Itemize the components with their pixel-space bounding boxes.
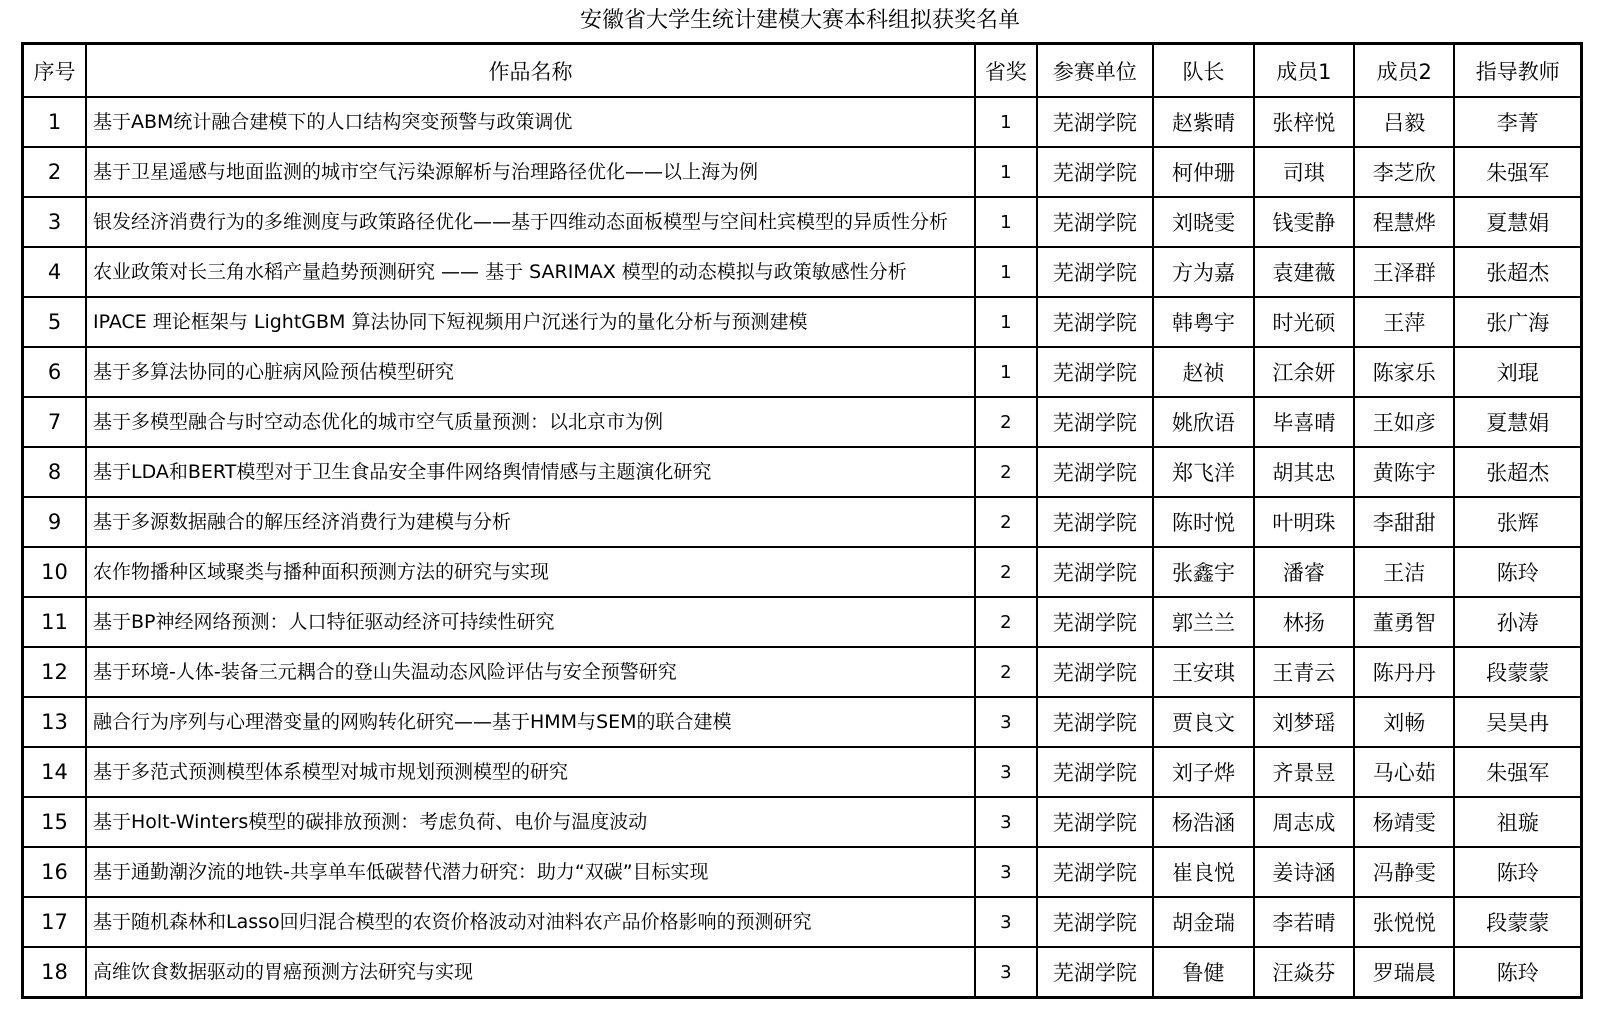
cell-name: 基于多源数据融合的解压经济消费行为建模与分析 — [86, 497, 975, 547]
cell-leader: 柯仲珊 — [1153, 147, 1253, 197]
cell-no: 12 — [23, 647, 87, 697]
cell-teacher: 张广海 — [1454, 297, 1581, 347]
table-row — [23, 947, 1582, 998]
cell-leader: 陈时悦 — [1153, 497, 1253, 547]
table-row — [23, 347, 1582, 397]
cell-no: 7 — [23, 397, 87, 447]
cell-name: 基于通勤潮汐流的地铁-共享单车低碳替代潜力研究：助力“双碳”目标实现 — [86, 847, 975, 897]
cell-member2: 马心茹 — [1354, 747, 1454, 797]
cell-leader: 胡金瑞 — [1153, 897, 1253, 947]
cell-prize: 1 — [975, 297, 1036, 347]
cell-member1: 李若晴 — [1254, 897, 1354, 947]
cell-unit: 芜湖学院 — [1037, 747, 1154, 797]
cell-prize: 2 — [975, 547, 1036, 597]
cell-member1: 潘睿 — [1254, 547, 1354, 597]
cell-member1: 袁建薇 — [1254, 247, 1354, 297]
cell-leader: 刘晓雯 — [1153, 197, 1253, 247]
table-row — [23, 97, 1582, 147]
cell-no: 17 — [23, 897, 87, 947]
cell-prize: 3 — [975, 747, 1036, 797]
cell-teacher: 祖璇 — [1454, 797, 1581, 847]
cell-prize: 2 — [975, 647, 1036, 697]
cell-no: 9 — [23, 497, 87, 547]
cell-name: 基于环境-人体-装备三元耦合的登山失温动态风险评估与安全预警研究 — [86, 647, 975, 697]
cell-prize: 3 — [975, 697, 1036, 747]
header-unit: 参赛单位 — [1037, 44, 1154, 98]
cell-member2: 王洁 — [1354, 547, 1454, 597]
cell-leader: 崔良悦 — [1153, 847, 1253, 897]
cell-member1: 时光硕 — [1254, 297, 1354, 347]
table-row — [23, 397, 1582, 447]
cell-no: 3 — [23, 197, 87, 247]
cell-member2: 王萍 — [1354, 297, 1454, 347]
cell-teacher: 张超杰 — [1454, 247, 1581, 297]
cell-no: 8 — [23, 447, 87, 497]
table-row — [23, 597, 1582, 647]
header-no: 序号 — [23, 44, 87, 98]
cell-teacher: 段蒙蒙 — [1454, 647, 1581, 697]
cell-leader: 张鑫宇 — [1153, 547, 1253, 597]
cell-leader: 方为嘉 — [1153, 247, 1253, 297]
cell-name: 融合行为序列与心理潜变量的网购转化研究——基于HMM与SEM的联合建模 — [86, 697, 975, 747]
cell-no: 14 — [23, 747, 87, 797]
cell-unit: 芜湖学院 — [1037, 197, 1154, 247]
cell-no: 10 — [23, 547, 87, 597]
cell-prize: 1 — [975, 197, 1036, 247]
cell-teacher: 张辉 — [1454, 497, 1581, 547]
cell-no: 2 — [23, 147, 87, 197]
cell-prize: 3 — [975, 897, 1036, 947]
cell-unit: 芜湖学院 — [1037, 347, 1154, 397]
header-member1: 成员1 — [1254, 44, 1354, 98]
cell-member1: 周志成 — [1254, 797, 1354, 847]
cell-teacher: 段蒙蒙 — [1454, 897, 1581, 947]
cell-leader: 王安琪 — [1153, 647, 1253, 697]
cell-unit: 芜湖学院 — [1037, 397, 1154, 447]
cell-member2: 黄陈宇 — [1354, 447, 1454, 497]
cell-teacher: 朱强军 — [1454, 147, 1581, 197]
page-title: 安徽省大学生统计建模大赛本科组拟获奖名单 — [579, 8, 1020, 33]
cell-unit: 芜湖学院 — [1037, 447, 1154, 497]
cell-member1: 毕喜晴 — [1254, 397, 1354, 447]
cell-no: 16 — [23, 847, 87, 897]
table-row — [23, 747, 1582, 797]
cell-prize: 1 — [975, 247, 1036, 297]
table-row — [23, 297, 1582, 347]
cell-leader: 赵祯 — [1153, 347, 1253, 397]
cell-teacher: 陈玲 — [1454, 947, 1581, 998]
cell-prize: 1 — [975, 347, 1036, 397]
cell-name: 高维饮食数据驱动的胃癌预测方法研究与实现 — [86, 947, 975, 998]
cell-name: 基于卫星遥感与地面监测的城市空气污染源解析与治理路径优化——以上海为例 — [86, 147, 975, 197]
cell-member2: 董勇智 — [1354, 597, 1454, 647]
cell-member1: 司琪 — [1254, 147, 1354, 197]
cell-member1: 刘梦瑶 — [1254, 697, 1354, 747]
cell-leader: 鲁健 — [1153, 947, 1253, 998]
cell-member1: 胡其忠 — [1254, 447, 1354, 497]
table-row — [23, 247, 1582, 297]
cell-unit: 芜湖学院 — [1037, 247, 1154, 297]
cell-name: 基于LDA和BERT模型对于卫生食品安全事件网络舆情情感与主题演化研究 — [86, 447, 975, 497]
cell-unit: 芜湖学院 — [1037, 497, 1154, 547]
cell-name: 基于多算法协同的心脏病风险预估模型研究 — [86, 347, 975, 397]
cell-member1: 张梓悦 — [1254, 97, 1354, 147]
cell-member2: 陈丹丹 — [1354, 647, 1454, 697]
cell-member1: 王青云 — [1254, 647, 1354, 697]
cell-member1: 叶明珠 — [1254, 497, 1354, 547]
cell-member2: 杨靖雯 — [1354, 797, 1454, 847]
cell-member1: 林扬 — [1254, 597, 1354, 647]
cell-member2: 冯静雯 — [1354, 847, 1454, 897]
header-row — [23, 44, 1582, 98]
cell-no: 4 — [23, 247, 87, 297]
cell-member2: 李甜甜 — [1354, 497, 1454, 547]
cell-no: 18 — [23, 947, 87, 998]
table-row — [23, 447, 1582, 497]
table-row — [23, 847, 1582, 897]
cell-leader: 郑飞洋 — [1153, 447, 1253, 497]
header-member2: 成员2 — [1354, 44, 1454, 98]
header-name: 作品名称 — [86, 44, 975, 98]
cell-prize: 3 — [975, 797, 1036, 847]
cell-member1: 钱雯静 — [1254, 197, 1354, 247]
cell-no: 6 — [23, 347, 87, 397]
table-row — [23, 197, 1582, 247]
cell-teacher: 朱强军 — [1454, 747, 1581, 797]
cell-member1: 齐景昱 — [1254, 747, 1354, 797]
cell-teacher: 夏慧娟 — [1454, 197, 1581, 247]
cell-unit: 芜湖学院 — [1037, 297, 1154, 347]
cell-leader: 杨浩涵 — [1153, 797, 1253, 847]
cell-prize: 3 — [975, 947, 1036, 998]
cell-prize: 2 — [975, 597, 1036, 647]
cell-member1: 江余妍 — [1254, 347, 1354, 397]
cell-member2: 陈家乐 — [1354, 347, 1454, 397]
cell-teacher: 陈玲 — [1454, 547, 1581, 597]
cell-teacher: 陈玲 — [1454, 847, 1581, 897]
cell-member2: 王泽群 — [1354, 247, 1454, 297]
cell-unit: 芜湖学院 — [1037, 697, 1154, 747]
cell-teacher: 李菁 — [1454, 97, 1581, 147]
cell-no: 11 — [23, 597, 87, 647]
cell-name: 农作物播种区域聚类与播种面积预测方法的研究与实现 — [86, 547, 975, 597]
cell-member2: 李芝欣 — [1354, 147, 1454, 197]
cell-unit: 芜湖学院 — [1037, 647, 1154, 697]
cell-teacher: 孙涛 — [1454, 597, 1581, 647]
cell-unit: 芜湖学院 — [1037, 847, 1154, 897]
cell-member2: 罗瑞晨 — [1354, 947, 1454, 998]
cell-no: 13 — [23, 697, 87, 747]
cell-teacher: 张超杰 — [1454, 447, 1581, 497]
cell-prize: 2 — [975, 497, 1036, 547]
cell-leader: 韩粤宇 — [1153, 297, 1253, 347]
table-row — [23, 547, 1582, 597]
cell-unit: 芜湖学院 — [1037, 547, 1154, 597]
cell-member2: 程慧烨 — [1354, 197, 1454, 247]
cell-name: 基于ABM统计融合建模下的人口结构突变预警与政策调优 — [86, 97, 975, 147]
cell-name: 银发经济消费行为的多维测度与政策路径优化——基于四维动态面板模型与空间杜宾模型的异质性分析 — [86, 197, 975, 247]
cell-name: 基于随机森林和Lasso回归混合模型的农资价格波动对油料农产品价格影响的预测研究 — [86, 897, 975, 947]
cell-member2: 吕毅 — [1354, 97, 1454, 147]
cell-leader: 刘子烨 — [1153, 747, 1253, 797]
cell-prize: 1 — [975, 147, 1036, 197]
cell-prize: 1 — [975, 97, 1036, 147]
table-row — [23, 647, 1582, 697]
cell-member2: 张悦悦 — [1354, 897, 1454, 947]
cell-unit: 芜湖学院 — [1037, 97, 1154, 147]
header-prize: 省奖 — [975, 44, 1036, 98]
cell-leader: 郭兰兰 — [1153, 597, 1253, 647]
cell-prize: 3 — [975, 847, 1036, 897]
cell-prize: 2 — [975, 397, 1036, 447]
cell-name: 基于多模型融合与时空动态优化的城市空气质量预测：以北京市为例 — [86, 397, 975, 447]
cell-teacher: 刘琨 — [1454, 347, 1581, 397]
table-row — [23, 147, 1582, 197]
cell-leader: 姚欣语 — [1153, 397, 1253, 447]
cell-no: 5 — [23, 297, 87, 347]
cell-unit: 芜湖学院 — [1037, 897, 1154, 947]
cell-teacher: 吴昊冉 — [1454, 697, 1581, 747]
cell-teacher: 夏慧娟 — [1454, 397, 1581, 447]
cell-member2: 刘畅 — [1354, 697, 1454, 747]
cell-name: 农业政策对长三角水稻产量趋势预测研究 —— 基于 SARIMAX 模型的动态模拟与政策敏感性分析 — [86, 247, 975, 297]
cell-member2: 王如彦 — [1354, 397, 1454, 447]
cell-unit: 芜湖学院 — [1037, 797, 1154, 847]
cell-leader: 贾良文 — [1153, 697, 1253, 747]
table-row — [23, 897, 1582, 947]
cell-name: 基于Holt-Winters模型的碳排放预测：考虑负荷、电价与温度波动 — [86, 797, 975, 847]
cell-no: 15 — [23, 797, 87, 847]
table-row — [23, 697, 1582, 747]
cell-name: 基于BP神经网络预测：人口特征驱动经济可持续性研究 — [86, 597, 975, 647]
cell-member1: 姜诗涵 — [1254, 847, 1354, 897]
cell-name: 基于多范式预测模型体系模型对城市规划预测模型的研究 — [86, 747, 975, 797]
cell-prize: 2 — [975, 447, 1036, 497]
cell-unit: 芜湖学院 — [1037, 947, 1154, 998]
header-teacher: 指导教师 — [1454, 44, 1581, 98]
award-table — [21, 42, 1583, 999]
header-leader: 队长 — [1153, 44, 1253, 98]
cell-name: IPACE 理论框架与 LightGBM 算法协同下短视频用户沉迷行为的量化分析与预测建模 — [86, 297, 975, 347]
cell-unit: 芜湖学院 — [1037, 147, 1154, 197]
table-row — [23, 797, 1582, 847]
cell-no: 1 — [23, 97, 87, 147]
cell-unit: 芜湖学院 — [1037, 597, 1154, 647]
cell-member1: 汪焱芬 — [1254, 947, 1354, 998]
cell-leader: 赵紫晴 — [1153, 97, 1253, 147]
table-row — [23, 497, 1582, 547]
